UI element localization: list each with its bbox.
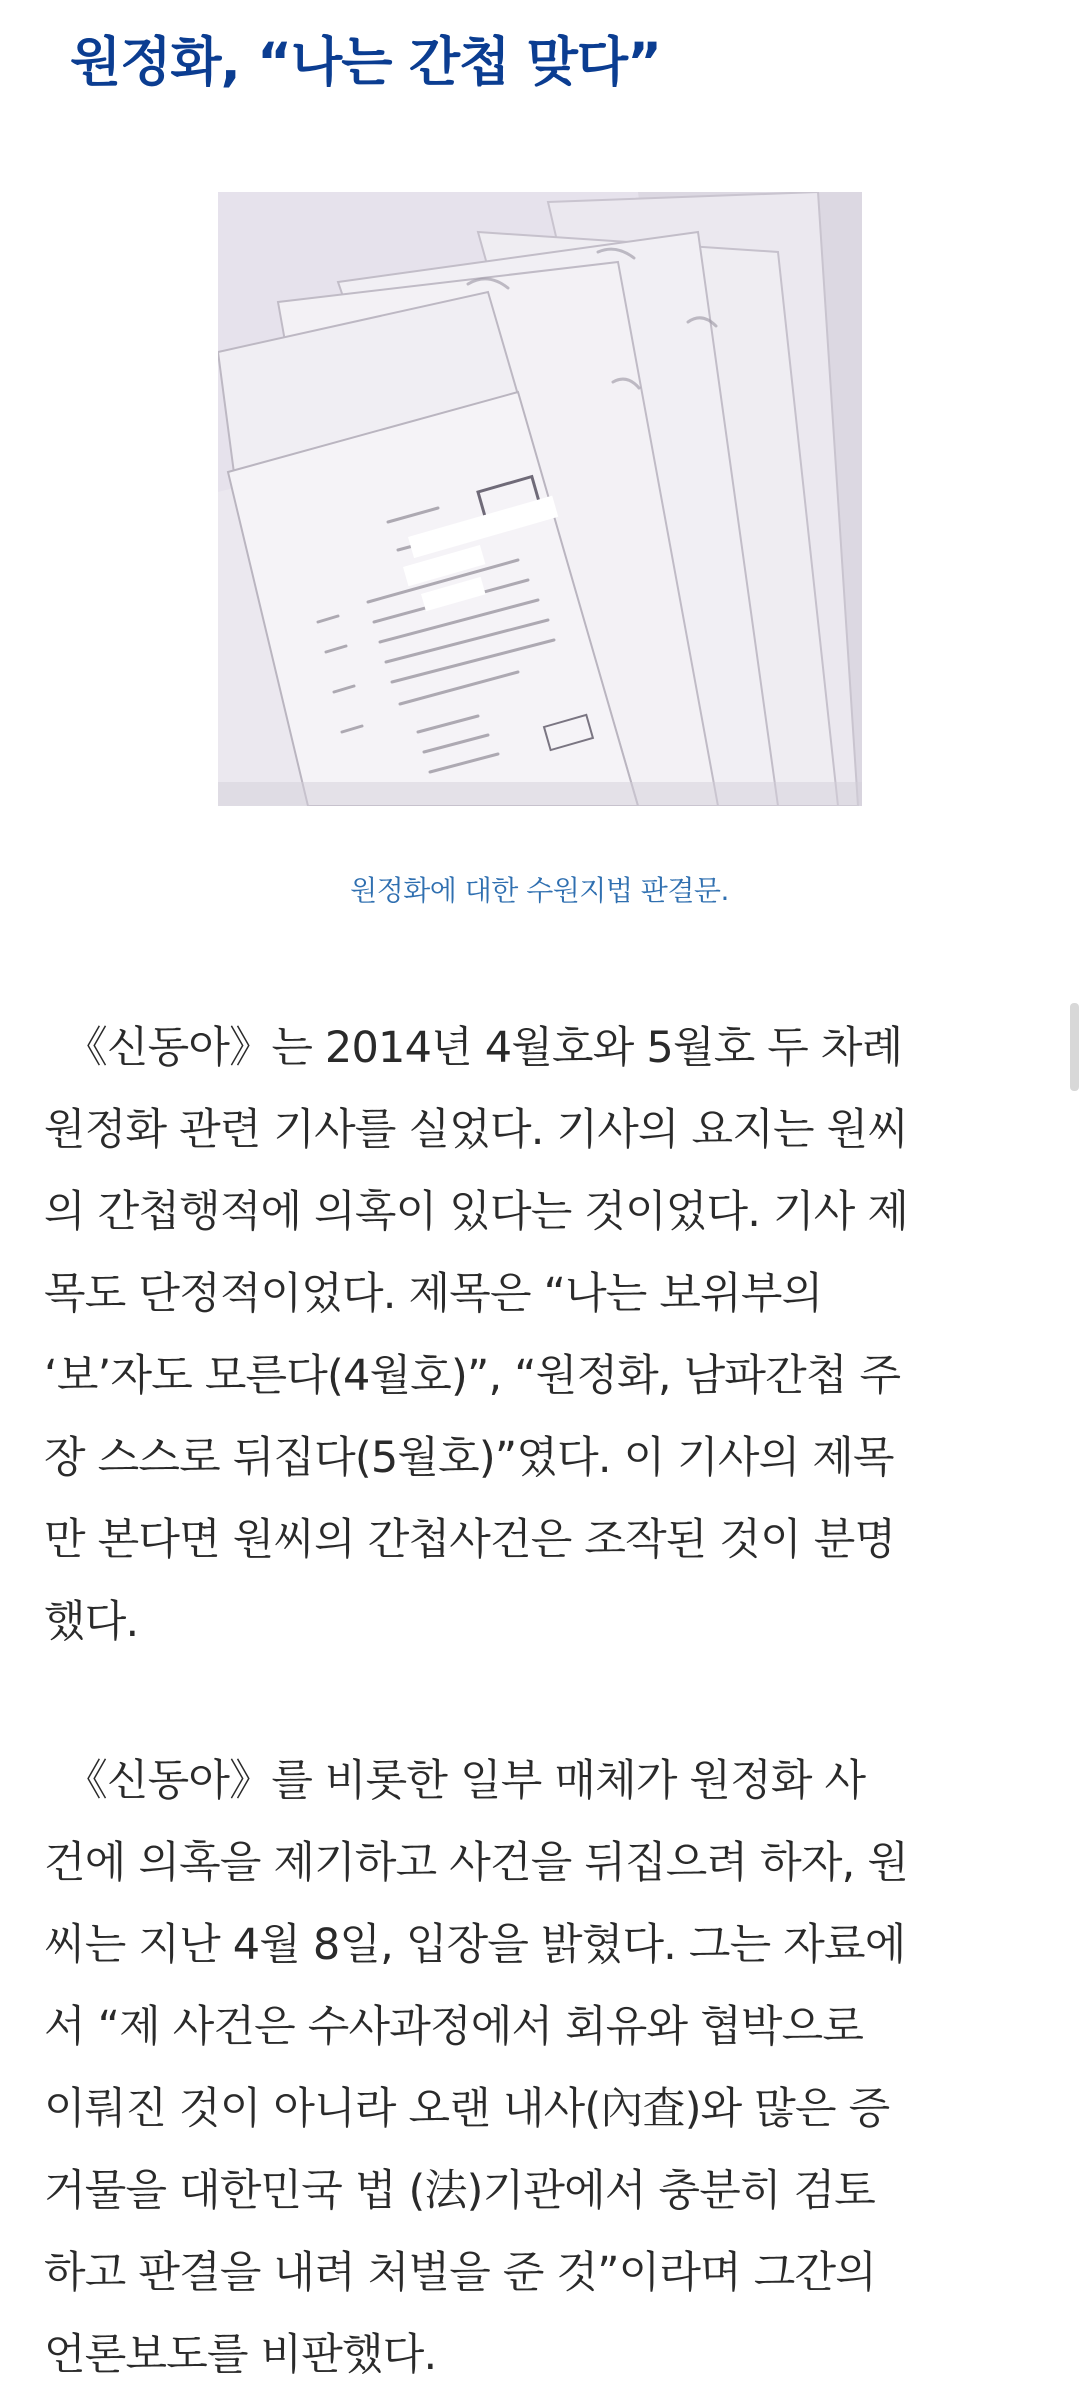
- paragraph-line: 거물을 대한민국 법 (法)기관에서 충분히 검토: [44, 2166, 876, 2216]
- article-paragraph-2: [44, 1740, 1034, 2396]
- paragraph-line: 장 스스로 뒤집다(5월호)”였다. 이 기사의 제목: [44, 1433, 894, 1483]
- paragraph-line: 《신동아》를 비롯한 일부 매체가 원정화 사: [44, 1756, 866, 1806]
- scrollbar-thumb[interactable]: [1070, 1003, 1079, 1091]
- paragraph-line: 씨는 지난 4월 8일, 입장을 밝혔다. 그는 자료에: [44, 1920, 906, 1970]
- paragraph-line: 했다.: [44, 1597, 139, 1647]
- paragraph-line: 만 본다면 원씨의 간첩사건은 조작된 것이 분명: [44, 1515, 896, 1565]
- paragraph-line: ‘보’자도 모른다(4월호)”, “원정화, 남파간첩 주: [44, 1351, 901, 1401]
- paragraph-line: 원정화 관련 기사를 실었다. 기사의 요지는 원씨: [44, 1105, 909, 1155]
- paragraph-line: 건에 의혹을 제기하고 사건을 뒤집으려 하자, 원: [44, 1838, 909, 1888]
- article-headline: 원정화, “나는 간첩 맞다”: [70, 32, 661, 93]
- photo-caption: 원정화에 대한 수원지법 판결문.: [350, 874, 729, 907]
- paragraph-line: 서 “제 사건은 수사과정에서 회유와 협박으로: [44, 2002, 864, 2052]
- paragraph-line: 목도 단정적이었다. 제목은 “나는 보위부의: [44, 1269, 823, 1319]
- paragraph-line: 언론보도를 비판했다.: [44, 2330, 437, 2380]
- article-paragraph-1: [44, 1007, 1034, 1663]
- paragraph-line: 《신동아》는 2014년 4월호와 5월호 두 차례: [44, 1023, 903, 1073]
- paragraph-line: 하고 판결을 내려 처벌을 준 것”이라며 그간의: [44, 2248, 876, 2298]
- court-verdict-photo: [218, 192, 862, 806]
- paragraph-line: 의 간첩행적에 의혹이 있다는 것이었다. 기사 제: [44, 1187, 909, 1237]
- paragraph-line: 이뤄진 것이 아니라 오랜 내사(內査)와 많은 증: [44, 2084, 890, 2134]
